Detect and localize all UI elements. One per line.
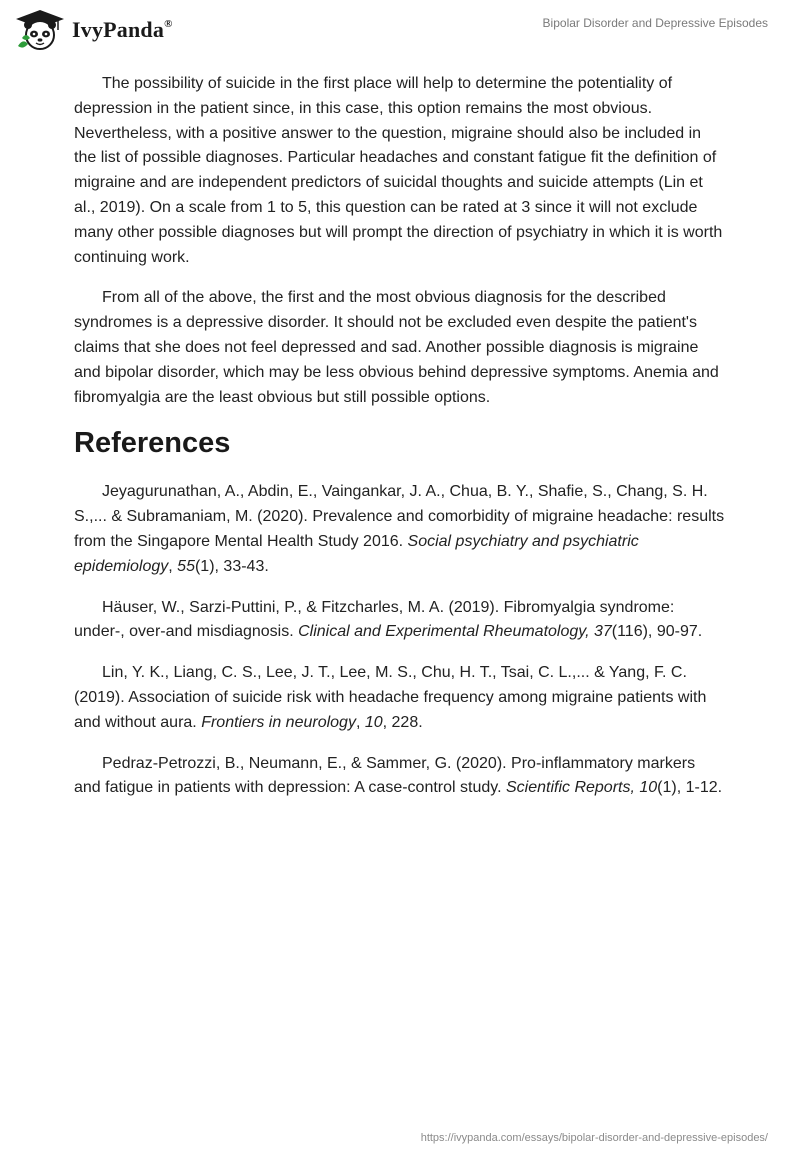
reference-volume: 55 bbox=[177, 557, 195, 575]
panda-graduation-cap-icon bbox=[14, 8, 66, 52]
reference-item-4: Pedraz-Petrozzi, B., Neumann, E., & Sammer, G. (2020). Pro-inflammatory markers and fatigue in patients with depression: A case-control study. Scientific Reports, 10(1), 1-12. bbox=[74, 754, 723, 797]
trademark-symbol: ® bbox=[164, 17, 173, 30]
footer-url[interactable]: https://ivypanda.com/essays/bipolar-disorder-and-depressive-episodes/ bbox=[420, 1132, 768, 1144]
reference-journal: Scientific Reports, bbox=[505, 779, 635, 797]
reference-volume: 10 bbox=[639, 779, 658, 797]
reference-item-2: Häuser, W., Sarzi-Puttini, P., & Fitzcharles, M. A. (2019). Fibromyalgia syndrome: under-, over-and misdiagnosis. Clinical and Experimental Rheumatology, 37(116), 90-97. bbox=[74, 598, 703, 641]
reference-journal: Clinical and Experimental Rheumatology, bbox=[298, 623, 590, 641]
body-paragraph-2: From all of the above, the first and the most obvious diagnosis for the described syndromes is a depressive disorder. It should not be excluded even despite the patient's claims that she does not feel depressed and sad. Another possible diagnosis is migraine and bipolar disorder, which may be less obvious behind depressive symptoms. Anemia and fibromyalgia are the least obvious but still possible options. bbox=[74, 289, 719, 406]
essay-content bbox=[74, 72, 726, 817]
reference-journal: Social psychiatry and psychiatric epidemiology bbox=[74, 532, 639, 575]
brand-name: IvyPanda® bbox=[72, 17, 173, 42]
reference-item-1: Jeyagurunathan, A., Abdin, E., Vaingankar, J. A., Chua, B. Y., Shafie, S., Chang, S. H. S.,... & Subramaniam, M. (2020). Prevalence and comorbidity of migraine headache: results from the Singapore Mental Health Study 2016. Social psychiatry and psychiatric epidemiology, 55(1), 33-43. bbox=[74, 483, 725, 575]
reference-volume: 37 bbox=[593, 623, 612, 641]
reference-volume: 10 bbox=[364, 713, 383, 731]
reference-journal: Frontiers in neurology bbox=[201, 713, 356, 731]
references-heading: References bbox=[74, 427, 231, 460]
running-title: Bipolar Disorder and Depressive Episodes bbox=[542, 16, 768, 30]
reference-item-3: Lin, Y. K., Liang, C. S., Lee, J. T., Lee, M. S., Chu, H. T., Tsai, C. L.,... & Yang, F. C. (2019). Association of suicide risk with headache frequency among migraine patients with and without aura. Frontiers in neurology, 10, 228. bbox=[74, 664, 707, 731]
ivypanda-logo[interactable] bbox=[14, 8, 173, 52]
body-paragraph-1: The possibility of suicide in the first place will help to determine the potentiality of depression in the patient since, in this case, this option remains the most obvious. Nevertheless, with a positive answer to the question, migraine should also be included in the list of possible diagnoses. Particular headaches and constant fatigue fit the definition of migraine and are independent predictors of suicidal thoughts and suicide attempts (Lin et al., 2019). On a scale from 1 to 5, this question can be rated at 3 since it will not exclude many other possible diagnoses but will prompt the direction of psychiatry in which it is worth continuing work. bbox=[74, 75, 723, 266]
page-header bbox=[0, 0, 800, 60]
